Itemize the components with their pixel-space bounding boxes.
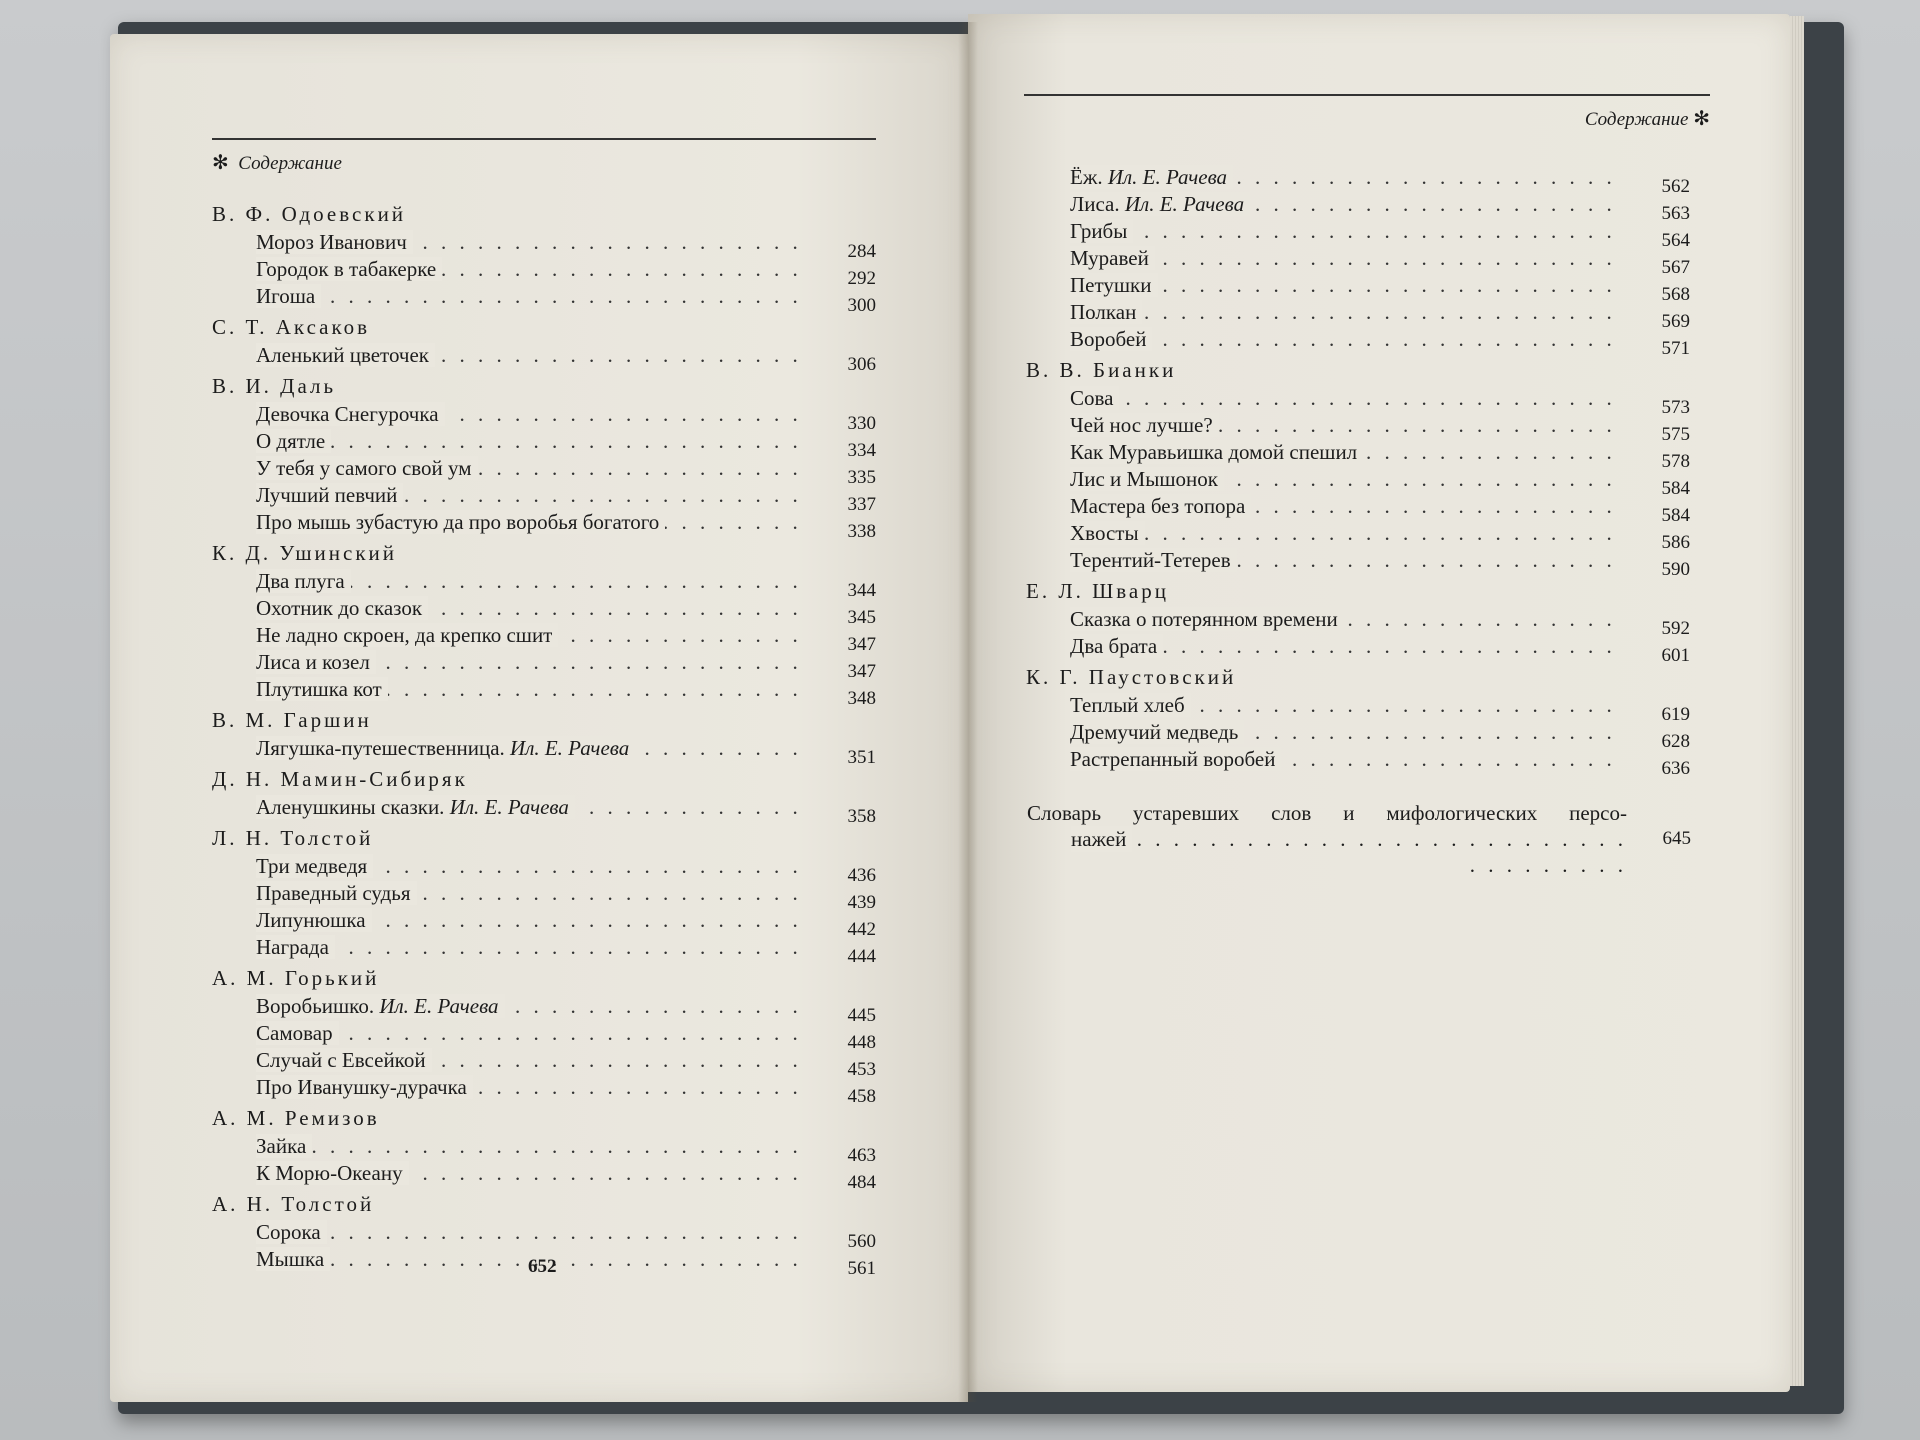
- toc-entry-title: [1070, 692, 1195, 719]
- toc-title-text: Лиса и козел: [256, 650, 370, 674]
- leader-dots: [256, 934, 812, 961]
- toc-page-number: 334: [847, 440, 876, 461]
- illustrator-credit: Ил. Е. Рачева: [379, 994, 499, 1018]
- toc-page-number: 568: [1661, 284, 1690, 305]
- toc-title-text: Сова: [1070, 386, 1114, 410]
- toc-title-text: Самовар: [256, 1021, 333, 1045]
- toc-entry: [1026, 493, 1690, 526]
- toc-title-text: У тебя у самого свой ум: [256, 456, 472, 480]
- toc-page-number: 335: [847, 467, 876, 488]
- toc-entry-title: [1070, 746, 1285, 773]
- toc-entry-title: [256, 1219, 331, 1246]
- toc-page-number: 636: [1661, 758, 1690, 779]
- toc-title-text: Сказка о потерянном времени: [1070, 607, 1338, 631]
- toc-entry: [212, 256, 876, 289]
- toc-entry: [212, 907, 876, 940]
- toc-title-text: Игоша: [256, 284, 316, 308]
- toc-entry-title: [1070, 385, 1123, 412]
- toc-page-number: 586: [1661, 532, 1690, 553]
- toc-entry: [212, 568, 876, 601]
- toc-title-text: Девочка Снегурочка: [256, 402, 439, 426]
- author-name: К. Д. Ушинский: [212, 541, 398, 565]
- toc-title-text: Теплый хлеб: [1070, 693, 1185, 717]
- toc-title-text: Лягушка-путешественница.: [256, 736, 505, 760]
- toc-title-text: Мастера без топора: [1070, 494, 1246, 518]
- toc-entry-title: [256, 735, 639, 762]
- toc-entry: [1026, 439, 1690, 472]
- toc-entry: [212, 622, 876, 655]
- toc-title-text: Городок в табакерке: [256, 257, 437, 281]
- toc-entry-title: [1070, 633, 1167, 660]
- toc-entry: [1026, 299, 1690, 332]
- toc-page-number: 292: [847, 268, 876, 289]
- toc-entry: [212, 509, 876, 542]
- toc-entry-title: [1070, 299, 1146, 326]
- dictionary-title-line2-text: нажей: [1071, 826, 1132, 852]
- toc-page-number: 563: [1661, 203, 1690, 224]
- toc-entry-title: [256, 993, 509, 1020]
- toc-page-number: 347: [847, 634, 876, 655]
- toc-entry-title: [256, 794, 579, 821]
- toc-entry-title: [256, 676, 392, 703]
- toc-entry-title: [1070, 466, 1228, 493]
- toc-page-number: 448: [847, 1032, 876, 1053]
- right-table-of-contents: [1026, 164, 1690, 779]
- toc-title-text: Грибы: [1070, 219, 1128, 243]
- toc-title-text: Липунюшка: [256, 908, 366, 932]
- toc-page-number: 284: [847, 241, 876, 262]
- toc-page-number: 584: [1661, 505, 1690, 526]
- toc-title-text: Про Иванушку-дурачка: [256, 1075, 467, 1099]
- toc-entry-title: [256, 1160, 413, 1187]
- toc-entry: [212, 1047, 876, 1080]
- toc-title-text: Плутишка кот: [256, 677, 382, 701]
- toc-entry: [1026, 547, 1690, 580]
- toc-page-number: 592: [1661, 618, 1690, 639]
- toc-entry-title: [256, 1133, 316, 1160]
- toc-page-number: 453: [847, 1059, 876, 1080]
- toc-entry: [212, 595, 876, 628]
- toc-page-number: 337: [847, 494, 876, 515]
- toc-title-text: Не ладно скроен, да крепко сшит: [256, 623, 553, 647]
- toc-title-text: Воробей: [1070, 327, 1147, 351]
- leader-dots: [256, 1219, 812, 1246]
- book-spine: [958, 22, 978, 1402]
- toc-title-text: Зайка: [256, 1134, 307, 1158]
- toc-entry-title: [1070, 272, 1162, 299]
- toc-entry: [212, 428, 876, 461]
- toc-title-text: Два брата: [1070, 634, 1158, 658]
- toc-entry-title: [256, 428, 335, 455]
- toc-entry-title: [256, 482, 407, 509]
- toc-title-text: Петушки: [1070, 273, 1152, 297]
- leader-dots: [1070, 385, 1626, 412]
- dictionary-entry: [1027, 800, 1691, 852]
- toc-entry: [212, 934, 876, 967]
- toc-page-number: 300: [847, 295, 876, 316]
- toc-entry: [1026, 606, 1690, 639]
- toc-entry: [1026, 245, 1690, 278]
- toc-entry: [1026, 218, 1690, 251]
- toc-entry: [1026, 520, 1690, 553]
- toc-page-number: 584: [1661, 478, 1690, 499]
- toc-entry-title: [1070, 547, 1241, 574]
- toc-title-text: Муравей: [1070, 246, 1149, 270]
- toc-page-number: 484: [847, 1172, 876, 1193]
- toc-title-text: Ёж.: [1070, 165, 1103, 189]
- toc-entry: [1026, 466, 1690, 499]
- toc-entry: [212, 482, 876, 515]
- author-name: В. И. Даль: [212, 374, 337, 398]
- toc-title-text: Лучший певчий: [256, 483, 398, 507]
- toc-entry-title: [256, 1246, 334, 1273]
- toc-entry-title: [1070, 218, 1137, 245]
- toc-page-number: 463: [847, 1145, 876, 1166]
- toc-entry: [212, 229, 876, 262]
- toc-title-text: Воробьишко.: [256, 994, 375, 1018]
- toc-entry-title: [256, 649, 380, 676]
- toc-entry: [212, 283, 876, 316]
- toc-entry: [212, 1020, 876, 1053]
- toc-entry-title: [256, 622, 562, 649]
- author-name: А. Н. Толстой: [212, 1192, 375, 1216]
- leader-dots: [256, 1133, 812, 1160]
- illustrator-credit: Ил. Е. Рачева: [1124, 192, 1245, 216]
- toc-entry-title: [256, 455, 482, 482]
- toc-entry-title: [256, 1020, 343, 1047]
- toc-page-number: 444: [847, 946, 876, 967]
- toc-entry-title: [256, 568, 355, 595]
- toc-entry-title: [256, 934, 339, 961]
- toc-entry-title: [256, 256, 446, 283]
- toc-page-number: 348: [847, 688, 876, 709]
- toc-title-text: Праведный судья: [256, 881, 411, 905]
- illustrator-credit: Ил. Е. Рачева: [510, 736, 630, 760]
- leader-dots: [1070, 299, 1626, 326]
- toc-page-number: 562: [1661, 176, 1690, 197]
- toc-title-text: Три медведя: [256, 854, 368, 878]
- toc-entry: [212, 794, 876, 827]
- toc-entry: [212, 993, 876, 1026]
- illustrator-credit: Ил. Е. Рачева: [449, 795, 569, 819]
- toc-title-text: Аленушкины сказки.: [256, 795, 445, 819]
- toc-page-number: 436: [847, 865, 876, 886]
- toc-page-number: 578: [1661, 451, 1690, 472]
- toc-entry-title: [256, 509, 669, 536]
- toc-title-text: Сорока: [256, 1220, 321, 1244]
- toc-page-number: 561: [847, 1258, 876, 1279]
- toc-entry: [1026, 385, 1690, 418]
- author-name: Д. Н. Мамин-Сибиряк: [212, 767, 468, 791]
- toc-page-number: 351: [847, 747, 876, 768]
- toc-page-number: 573: [1661, 397, 1690, 418]
- toc-entry: [212, 1074, 876, 1107]
- author-name: С. Т. Аксаков: [212, 315, 371, 339]
- toc-page-number: 345: [847, 607, 876, 628]
- author-name: А. М. Ремизов: [212, 1106, 380, 1130]
- toc-entry-title: [1070, 326, 1156, 353]
- toc-entry: [212, 735, 876, 768]
- toc-title-text: Растрепанный воробей: [1070, 747, 1276, 771]
- toc-title-text: Терентий-Тетерев: [1070, 548, 1231, 572]
- dictionary-title-line1: Словарь устаревших слов и мифологических персо-: [1027, 801, 1627, 825]
- toc-title-text: Как Муравьишка домой спешил: [1070, 440, 1358, 464]
- toc-title-text: Дремучий медведь: [1070, 720, 1239, 744]
- toc-entry: [212, 853, 876, 886]
- author-name: В. М. Гаршин: [212, 708, 372, 732]
- toc-entry: [1026, 412, 1690, 445]
- toc-entry-title: [1070, 191, 1254, 218]
- left-table-of-contents: [212, 197, 876, 1279]
- toc-page-number: 442: [847, 919, 876, 940]
- toc-page-number: 439: [847, 892, 876, 913]
- toc-entry: [1026, 272, 1690, 305]
- toc-page-number: 569: [1661, 311, 1690, 332]
- toc-page-number: 628: [1661, 731, 1690, 752]
- toc-entry-title: [256, 853, 377, 880]
- toc-entry-title: [256, 1047, 436, 1074]
- toc-title-text: Про мышь зубастую да про воробья богатого: [256, 510, 660, 534]
- toc-entry: [212, 401, 876, 434]
- toc-entry: [212, 455, 876, 488]
- author-name: К. Г. Паустовский: [1026, 665, 1237, 689]
- asterisk-icon: ✻: [212, 152, 229, 174]
- toc-entry: [1026, 164, 1690, 197]
- toc-entry: [212, 880, 876, 913]
- author-name: В. В. Бианки: [1026, 358, 1177, 382]
- toc-title-text: Мышка: [256, 1247, 325, 1271]
- toc-entry: [1026, 633, 1690, 666]
- toc-page-number: 619: [1661, 704, 1690, 725]
- leader-dots: [256, 428, 812, 455]
- toc-page-number: 575: [1661, 424, 1690, 445]
- asterisk-icon: ✻: [1693, 108, 1710, 130]
- toc-title-text: Хвосты: [1070, 521, 1139, 545]
- toc-entry-title: [256, 229, 417, 256]
- toc-entry: [212, 1219, 876, 1252]
- leader-dots: [256, 283, 812, 310]
- toc-entry: [1026, 692, 1690, 725]
- dictionary-page-number: 645: [1662, 828, 1691, 849]
- toc-entry-title: [256, 880, 421, 907]
- toc-page-number: 306: [847, 354, 876, 375]
- toc-title-text: Чей нос лучше?: [1070, 413, 1213, 437]
- toc-entry-title: [256, 595, 432, 622]
- toc-entry: [212, 1133, 876, 1166]
- toc-entry: [212, 1160, 876, 1193]
- right-header-text: Содержание: [1584, 109, 1689, 130]
- toc-page-number: 590: [1661, 559, 1690, 580]
- toc-title-text: Полкан: [1070, 300, 1137, 324]
- toc-page-number: 344: [847, 580, 876, 601]
- toc-entry-title: [1070, 412, 1223, 439]
- dictionary-title-line2: [1027, 826, 1691, 852]
- toc-page-number: 571: [1661, 338, 1690, 359]
- page-edges: [1790, 16, 1804, 1386]
- toc-page-number: 567: [1661, 257, 1690, 278]
- toc-entry-title: [256, 907, 376, 934]
- left-header-text: Содержание: [238, 153, 342, 174]
- toc-entry-title: [256, 1074, 477, 1101]
- author-name: В. Ф. Одоевский: [212, 202, 407, 226]
- toc-title-text: Аленький цветочек: [256, 343, 430, 367]
- toc-page-number: 330: [847, 413, 876, 434]
- toc-entry-title: [256, 283, 325, 310]
- toc-title-text: Случай с Евсейкой: [256, 1048, 426, 1072]
- toc-entry: [1026, 191, 1690, 224]
- toc-entry: [212, 649, 876, 682]
- leader-dots: [1071, 826, 1627, 878]
- toc-entry: [212, 342, 876, 375]
- toc-title-text: Охотник до сказок: [256, 596, 423, 620]
- author-name: Л. Н. Толстой: [212, 826, 374, 850]
- toc-title-text: Лиса.: [1070, 192, 1120, 216]
- toc-entry: [1026, 719, 1690, 752]
- toc-entry-title: [1070, 245, 1159, 272]
- page-folio: 652: [528, 1256, 557, 1277]
- toc-entry: [1026, 746, 1690, 779]
- toc-title-text: Лис и Мышонок: [1070, 467, 1218, 491]
- illustrator-credit: Ил. Е. Рачева: [1107, 165, 1228, 189]
- leader-dots: [1070, 218, 1626, 245]
- toc-entry-title: [1070, 493, 1255, 520]
- toc-page-number: 458: [847, 1086, 876, 1107]
- toc-title-text: Мороз Иванович: [256, 230, 407, 254]
- toc-page-number: 445: [847, 1005, 876, 1026]
- toc-title-text: О дятле: [256, 429, 326, 453]
- author-name: Е. Л. Шварц: [1026, 579, 1169, 603]
- toc-page-number: 338: [847, 521, 876, 542]
- toc-page-number: 560: [847, 1231, 876, 1252]
- toc-page-number: 358: [847, 806, 876, 827]
- toc-entry-title: [256, 401, 449, 428]
- toc-entry-title: [1070, 164, 1237, 191]
- author-name: А. М. Горький: [212, 966, 380, 990]
- toc-entry: [1026, 326, 1690, 359]
- leader-dots: [1070, 520, 1626, 547]
- toc-entry-title: [1070, 719, 1248, 746]
- toc-entry-title: [1070, 606, 1348, 633]
- toc-page-number: 564: [1661, 230, 1690, 251]
- toc-title-text: Награда: [256, 935, 329, 959]
- toc-entry-title: [1070, 520, 1149, 547]
- toc-title-text: К Морю-Океану: [256, 1161, 403, 1185]
- toc-page-number: 347: [847, 661, 876, 682]
- toc-entry-title: [1070, 439, 1367, 466]
- toc-entry-title: [256, 342, 439, 369]
- toc-title-text: Два плуга: [256, 569, 345, 593]
- toc-entry: [212, 676, 876, 709]
- toc-page-number: 601: [1661, 645, 1690, 666]
